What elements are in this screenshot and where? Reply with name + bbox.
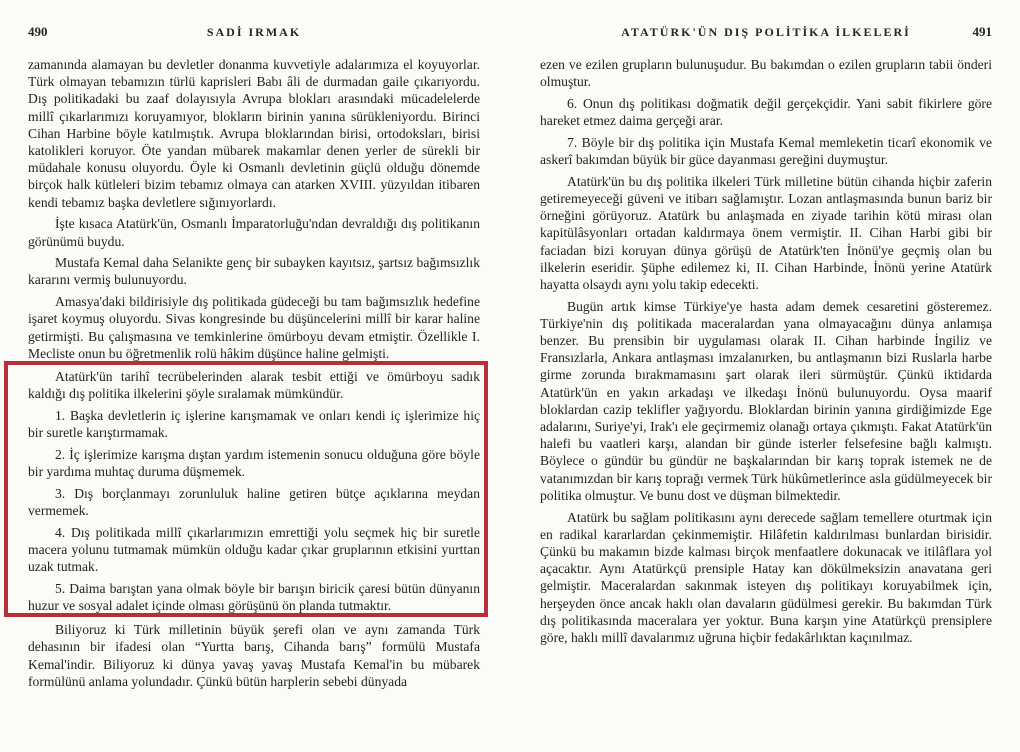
highlighted-section xyxy=(28,368,480,614)
left-paragraph-2: İşte kısaca Atatürk'ün, Osmanlı İmparatorluğu'ndan devraldığı dış politikanın görünümü buydu. xyxy=(28,216,480,249)
left-paragraph-1: zamanında alamayan bu devletler donanma kuvvetiyle adalarımıza el koyuyorlar. Türk olmayan tebamızın türlü kaprisleri Babı âli de durmadan gaile çıkarıyordu. Dış politikadaki bu zaaf dolayısıyla Avrupa blokları arasındaki mücadelelerde millî çıkarlarımızı koruyamıyor, blokların birinin yanına sürükleniyordu. Birinci Cihan Harbine böyle katılmıştık. Avrupa bloklarından birisi, ortodoksları, birisi katolikleri koruyor. Öte yandan mübarek makamlar denen yerler de sürekli bir müdahale konusu oluyordu. Öyle ki Osmanlı devletinin güçlü olduğu dönemde birçok halk kütleleri bizim tebamız olmaya can atarken XVIII. yüzyıldan itibaren kendi tebamız başka devletlere sığınıyorlardı. xyxy=(28,57,480,210)
principle-item-6: 6. Onun dış politikası doğmatik değil gerçekçidir. Yani sabit fikirlere göre hareket etmez daima gerçeği arar. xyxy=(540,95,992,129)
left-page-header xyxy=(28,24,480,40)
right-paragraph-6: Atatürk bu sağlam politikasını aynı derecede sağlam temellere oturtmak için en radikal kararlardan çekinmemiştir. Hilâfetin kaldırılması bunlardan birisidir. Çünkü bu makamın bizde kalması birçok menfaatlere dokunacak ve itilâflara yol açacaktır. Aynı Atatürkçü prensiple Hatay kan dökülmeksizin anavatana geri gelmiştir. Maceralardan sakınmak isteyen dış politikayı koruyabilmek için, herşeyden önce ancak haklı olan davaların güdülmesi gerekir. Bu bakımdan Türk dış politikasında maceralara yer yoktur. Buna karşın yine Atatürkçü prensiplere göre, haklı millî davalarımız uğruna hiçbir fedakârlıktan kaçınılmaz. xyxy=(540,509,992,645)
left-running-head: SADİ IRMAK xyxy=(206,25,302,39)
right-page-number: 491 xyxy=(972,24,992,39)
left-page-body xyxy=(28,56,480,690)
left-page-number: 490 xyxy=(28,24,48,39)
principle-item-7: 7. Böyle bir dış politika için Mustafa Kemal memleketin ticarî ekonomik ve askerî bakımdan büyük bir güce dayanması gereğini duymuştur. xyxy=(540,134,992,168)
principle-item-3: 3. Dış borçlanmayı zorunluluk haline getiren bütçe açıklarına meydan vermemek. xyxy=(28,485,480,518)
right-paragraph-4: Atatürk'ün bu dış politika ilkeleri Türk milletine bütün cihanda hiçbir zaferin getiremeyeceği güveni ve itibarı sağlamıştır. Lozan antlaşmasında bunun bariz bir örneğini görüyoruz. Atatürk bu anlaşmada en ziyade tarihin kötü mirası olan kapitülâsyonları ortadan kaldırmaya önem vermiştir. II. Cihan Harbi gibi bir faciadan bizi koruyan dünya görüşü de Atatürk'ten İnönü'ye geçmiş olan bu ilkelerin eseridir. Şüphe edilemez ki, II. Cihan Harbinde, İnönü yerine Atatürk hayatta olsaydı aynı yolu takip edecekti. xyxy=(540,173,992,292)
right-running-head: ATATÜRK'ÜN DIŞ POLİTİKA İLKELERİ xyxy=(621,25,911,39)
principle-item-1: 1. Başka devletlerin iç işlerine karışmamak ve onları kendi iç işlerimize hiç bir suretle karıştırmamak. xyxy=(28,407,480,441)
right-page xyxy=(540,24,992,651)
right-page-body xyxy=(540,56,992,646)
left-paragraph-3: Mustafa Kemal daha Selanikte genç bir subayken kayıtsız, şartsız bağımsızlık kararını vermiş bulunuyordu. xyxy=(28,255,480,288)
left-page xyxy=(28,24,480,694)
principle-item-2: 2. İç işlerimize karışma dıştan yardım istemenin sonucu olduğuna göre böyle bir yardıma muhtaç duruma düşmemek. xyxy=(28,446,480,479)
principles-intro: Atatürk'ün tarihî tecrübelerinden alarak tesbit ettiği ve ömürboyu sadık kaldığı dış politika ilkelerini şöyle sıralamak mümkündür. xyxy=(28,368,480,402)
right-page-header xyxy=(540,24,992,40)
principle-item-5: 5. Daima barıştan yana olmak böyle bir barışın biricik çaresi bütün dünyanın huzur ve sosyal adalet içinde olması görüşünü ön planda tutmaktır. xyxy=(28,580,480,613)
right-paragraph-1: ezen ve ezilen grupların bulunuşudur. Bu bakımdan o ezilen grupların tabii önderi olmuştur. xyxy=(540,57,992,90)
left-closing-paragraph: Biliyoruz ki Türk milletinin büyük şerefi olan ve aynı zamanda Türk dehasının bir ifadesi olan “Yurtta barış, Cihanda barış” formülü Mustafa Kemal'indir. Biliyoruz ki dünya yavaş yavaş Mustafa Kemal'in bu mübarek formülünü anlama yolundadır. Çünkü bütün harplerin sebebi dünyada xyxy=(28,622,480,689)
left-paragraph-4: Amasya'daki bildirisiyle dış politikada güdeceği bu tam bağımsızlık hedefine işaret koymuş oluyordu. Sivas kongresinde bu düşüncelerini millî bir karar haline getirmişti. Bu çalışmasına ve temkinlerine ömürboyu devam etmiştir. Özellikle I. Mecliste onun bu öğretmenlik rolü hâkim düşünce haline gelmişti. xyxy=(28,294,480,361)
principle-item-4: 4. Dış politikada millî çıkarlarımızın emrettiği yolu seçmek hiç bir suretle macera yolunu tutmamak mümkün olduğu kadar çıkar gruplarının etkisini yurttan uzak tutmak. xyxy=(28,524,480,574)
right-paragraph-5: Bugün artık kimse Türkiye'ye hasta adam demek cesaretini gösteremez. Türkiye'nin dış politikada maceralardan yana olmayacağını dünya anlamışa benzer. Bu prensibin bir uygulaması olarak II. Cihan harbinde İngiliz ve Fransızlarla, Ankara antlaşması imzalanırken, bu antlaşmanın bizi Ruslarla harbe girme zorunda bırakmamasını şart olarak ileri sürmüştür. Çünkü iktidarda Atatürk'ün en yakın arkadaşı ve ilkedaşı İnönü bulunuyordu. Oysa maarif bloklardan cazip teklifler yağıyordu. Bloklardan birinin yanına girdiğimizde Ege adalarını, Suriye'yi, Irak'ı ele geçirmemiz olanağı ortaya çıkmıştı. Fakat Atatürk'ün halefi bu vaatleri karşı, alandan bir günde isterler felsefesine bağlı kalmıştı. Böylece o gündür bu gündür ne başkalarından bir karış toprak istemek ne de vatanımızdan bir karış toprağı vermek Türk hükûmetlerince asla güdülmeyecek bir politika olmuştur. Ve bunu dost ve düşman bilmektedir. xyxy=(540,298,992,503)
